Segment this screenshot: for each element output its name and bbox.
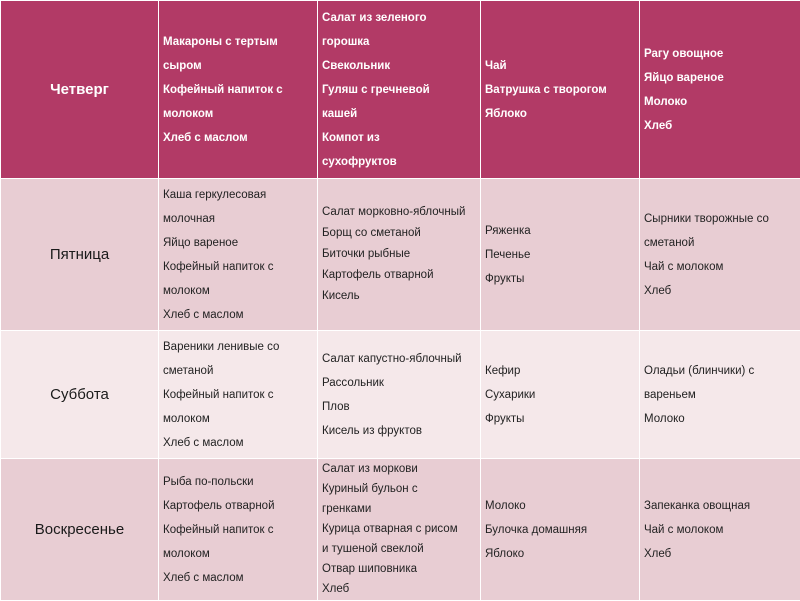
menu-item: вареньем (644, 383, 796, 407)
menu-item: Яйцо вареное (644, 66, 796, 90)
menu-item: Ватрушка с творогом (485, 78, 635, 102)
day-label: Пятница (50, 246, 109, 263)
day-label: Четверг (50, 81, 109, 98)
breakfast-cell (159, 179, 318, 331)
dinner-cell (640, 459, 800, 601)
menu-item: сметаной (163, 359, 313, 383)
menu-item: Куриный бульон с (322, 479, 476, 499)
day-label: Воскресенье (35, 521, 124, 538)
menu-item: Яйцо вареное (163, 231, 313, 255)
menu-item: Хлеб (644, 114, 796, 138)
menu-item: Рассольник (322, 371, 476, 395)
breakfast-cell (159, 1, 318, 179)
lunch-cell (318, 179, 481, 331)
menu-item: Салат капустно-яблочный (322, 347, 476, 371)
menu-item: Хлеб с маслом (163, 566, 313, 590)
menu-item: Хлеб (322, 579, 476, 599)
day-cell (1, 179, 159, 331)
menu-item: кашей (322, 102, 476, 126)
menu-item: Салат из зеленого (322, 6, 476, 30)
menu-item: Вареники ленивые со (163, 335, 313, 359)
menu-item: Отвар шиповника (322, 559, 476, 579)
menu-item: Молоко (485, 494, 635, 518)
menu-item: Хлеб (644, 279, 796, 303)
menu-item: Яблоко (485, 542, 635, 566)
dinner-cell (640, 1, 800, 179)
day-cell (1, 1, 159, 179)
menu-item: сметаной (644, 231, 796, 255)
menu-item: Фрукты (485, 407, 635, 431)
menu-item: Чай с молоком (644, 518, 796, 542)
snack-cell (481, 179, 640, 331)
day-cell (1, 459, 159, 601)
menu-item: молочная (163, 207, 313, 231)
menu-item: сыром (163, 54, 313, 78)
menu-item: Кисель из фруктов (322, 419, 476, 443)
menu-item: и тушеной свеклой (322, 539, 476, 559)
menu-item: Кисель (322, 286, 476, 307)
menu-item: Биточки рыбные (322, 244, 476, 265)
menu-item: Кофейный напиток с (163, 383, 313, 407)
menu-item: Молоко (644, 407, 796, 431)
menu-item: Картофель отварной (163, 494, 313, 518)
dinner-cell (640, 179, 800, 331)
day-cell (1, 331, 159, 459)
menu-item: Рыба по-польски (163, 470, 313, 494)
menu-item: Кофейный напиток с (163, 255, 313, 279)
menu-item: Молоко (644, 90, 796, 114)
menu-item: Кофейный напиток с (163, 78, 313, 102)
menu-item: молоком (163, 542, 313, 566)
menu-item: Курица отварная с рисом (322, 519, 476, 539)
menu-item: Сухарики (485, 383, 635, 407)
menu-item: Хлеб (644, 542, 796, 566)
menu-item: Кофейный напиток с (163, 518, 313, 542)
menu-item: Булочка домашняя (485, 518, 635, 542)
snack-cell (481, 459, 640, 601)
menu-item: Каша геркулесовая (163, 183, 313, 207)
menu-item: Хлеб с маслом (163, 126, 313, 150)
table-row (1, 179, 800, 331)
menu-item: Свекольник (322, 54, 476, 78)
breakfast-cell (159, 331, 318, 459)
menu-item: Сырники творожные со (644, 207, 796, 231)
menu-item: Ряженка (485, 219, 635, 243)
breakfast-cell (159, 459, 318, 601)
dinner-cell (640, 331, 800, 459)
menu-item: гренками (322, 499, 476, 519)
menu-item: Компот из (322, 126, 476, 150)
menu-item: Борщ со сметаной (322, 223, 476, 244)
menu-item: молоком (163, 279, 313, 303)
menu-item: Картофель отварной (322, 265, 476, 286)
menu-item: Запеканка овощная (644, 494, 796, 518)
menu-item: Салат морковно-яблочный (322, 202, 476, 223)
menu-item: Кефир (485, 359, 635, 383)
menu-item: Гуляш с гречневой (322, 78, 476, 102)
menu-item: Хлеб с маслом (163, 431, 313, 455)
snack-cell (481, 1, 640, 179)
menu-item: Печенье (485, 243, 635, 267)
menu-item: Макароны с тертым (163, 30, 313, 54)
snack-cell (481, 331, 640, 459)
table-row (1, 1, 800, 179)
menu-item: Чай (485, 54, 635, 78)
menu-item: Яблоко (485, 102, 635, 126)
lunch-cell (318, 331, 481, 459)
menu-item: Салат из моркови (322, 459, 476, 479)
menu-item: горошка (322, 30, 476, 54)
menu-item: Фрукты (485, 267, 635, 291)
table-row (1, 331, 800, 459)
menu-item: Хлеб с маслом (163, 303, 313, 327)
lunch-cell (318, 1, 481, 179)
menu-item: Плов (322, 395, 476, 419)
day-label: Суббота (50, 386, 109, 403)
menu-item: молоком (163, 407, 313, 431)
lunch-cell (318, 459, 481, 601)
menu-item: Чай с молоком (644, 255, 796, 279)
menu-item: Оладьи (блинчики) с (644, 359, 796, 383)
table-row (1, 459, 800, 601)
menu-item: Рагу овощное (644, 42, 796, 66)
menu-item: сухофруктов (322, 150, 476, 174)
menu-item: молоком (163, 102, 313, 126)
